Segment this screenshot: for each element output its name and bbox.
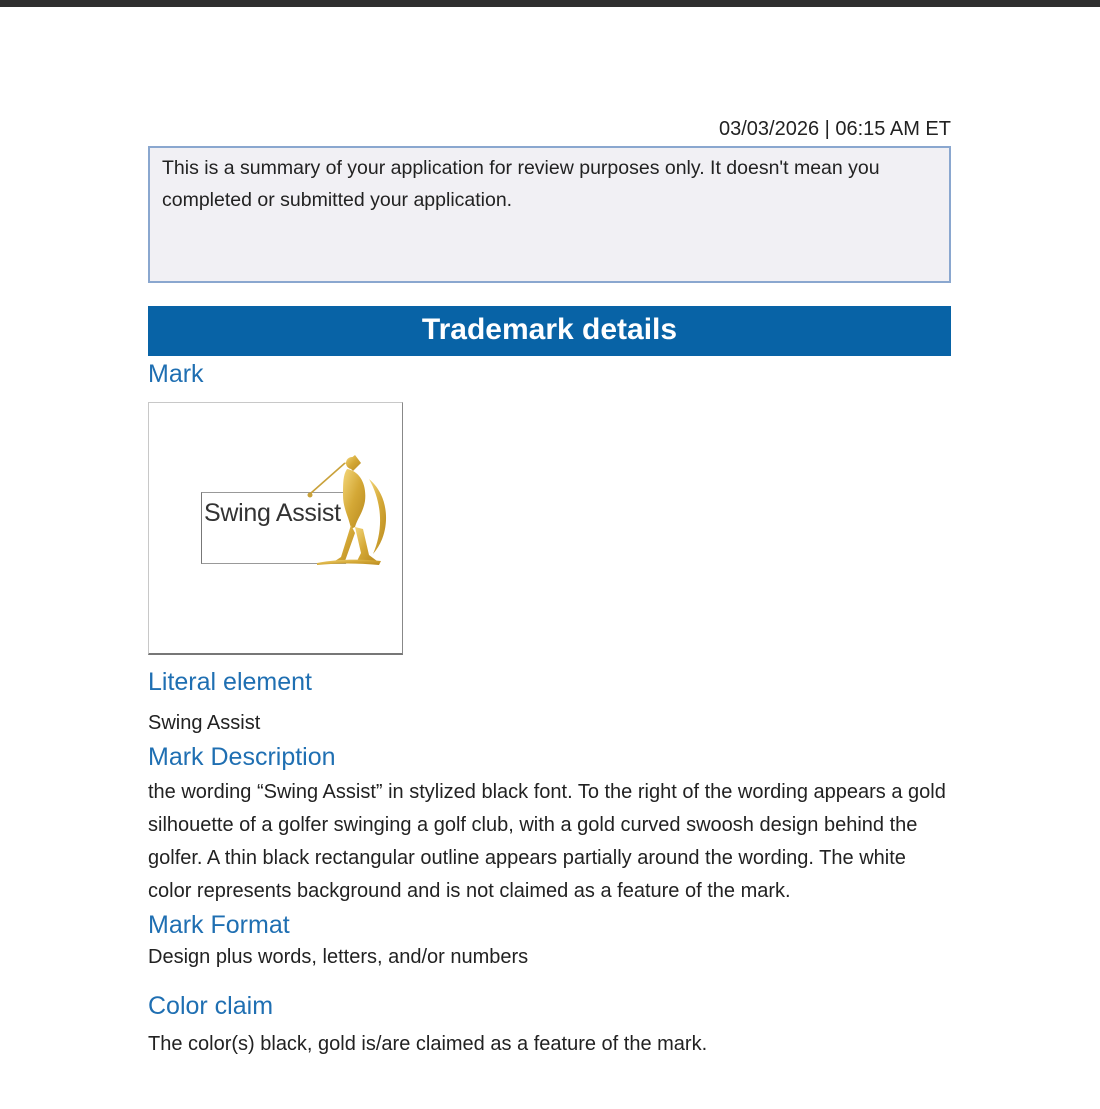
section-header-trademark-details: Trademark details	[148, 306, 951, 356]
window-top-border	[0, 0, 1100, 7]
mark-image-wording: Swing Assist	[204, 499, 341, 527]
review-notice: This is a summary of your application for review purposes only. It doesn't mean you completed or submitted your application.	[148, 146, 951, 283]
mark-description-value: the wording “Swing Assist” in stylized black font. To the right of the wording appears a gold silhouette of a golfer swinging a golf club, with a gold curved swoosh design behind the golfer. A thin black rectangular outline appears partially around the wording. The white color represents background and is not claimed as a feature of the mark.	[148, 781, 946, 902]
mark-label: Mark	[148, 360, 204, 388]
literal-element-value: Swing Assist	[148, 712, 261, 734]
mark-format-value: Design plus words, letters, and/or numbers	[148, 946, 529, 968]
mark-image	[148, 402, 403, 655]
golfer-silhouette-icon	[299, 449, 394, 569]
mark-format-label: Mark Format	[148, 911, 290, 939]
timestamp: 03/03/2026 | 06:15 AM ET	[718, 118, 951, 140]
color-claim-value: The color(s) black, gold is/are claimed as a feature of the mark.	[148, 1033, 708, 1055]
color-claim-label: Color claim	[148, 992, 274, 1020]
literal-element-label: Literal element	[148, 668, 312, 696]
application-summary-page	[148, 115, 951, 1058]
mark-description-label: Mark Description	[148, 743, 336, 771]
